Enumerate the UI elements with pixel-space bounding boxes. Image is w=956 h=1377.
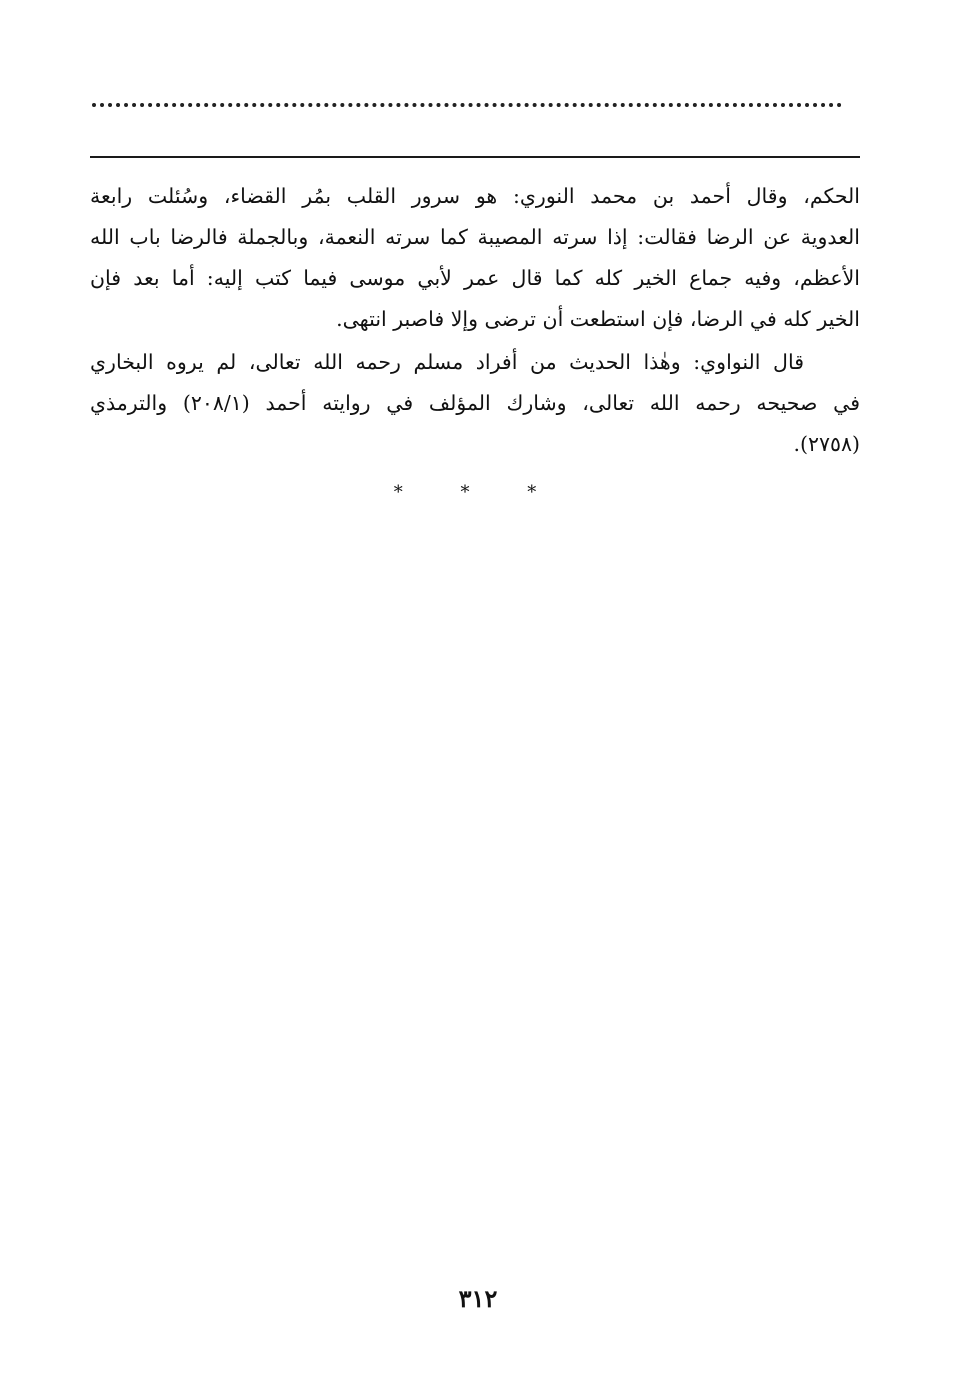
text-line: قال النواوي: وهٰذا الحديث من أفراد مسلم رحمه الله تعالى، لم يروه البخاري	[90, 350, 804, 374]
text-line: الحكم، وقال أحمد بن محمد النوري: هو سرور القلب بمُر القضاء، وسُئلت رابعة	[90, 184, 860, 208]
text-line: الأعظم، وفيه جماع الخير كله كما قال عمر لأبي موسى فيما كتب إليه: أما بعد فإن	[90, 266, 860, 290]
text-line: الخير كله في الرضا، فإن استطعت أن ترضى وإلا فاصبر انتهى.	[336, 307, 860, 331]
page-number: ٣١٢	[458, 1284, 498, 1313]
paragraph-1	[90, 176, 860, 340]
section-separator-stars: * * *	[393, 482, 563, 503]
footnote-rule	[90, 156, 860, 158]
dotted-separator-line	[92, 103, 842, 107]
paragraph-2	[90, 342, 860, 465]
body-text	[90, 176, 860, 465]
text-line: (٢٧٥٨).	[793, 432, 860, 456]
text-line: العدوية عن الرضا فقالت: إذا سرته المصيبة كما سرته النعمة، وبالجملة فالرضا باب الله	[90, 225, 860, 249]
text-line: في صحيحه رحمه الله تعالى، وشارك المؤلف في روايته أحمد (٢٠٨/١) والترمذي	[90, 391, 861, 415]
